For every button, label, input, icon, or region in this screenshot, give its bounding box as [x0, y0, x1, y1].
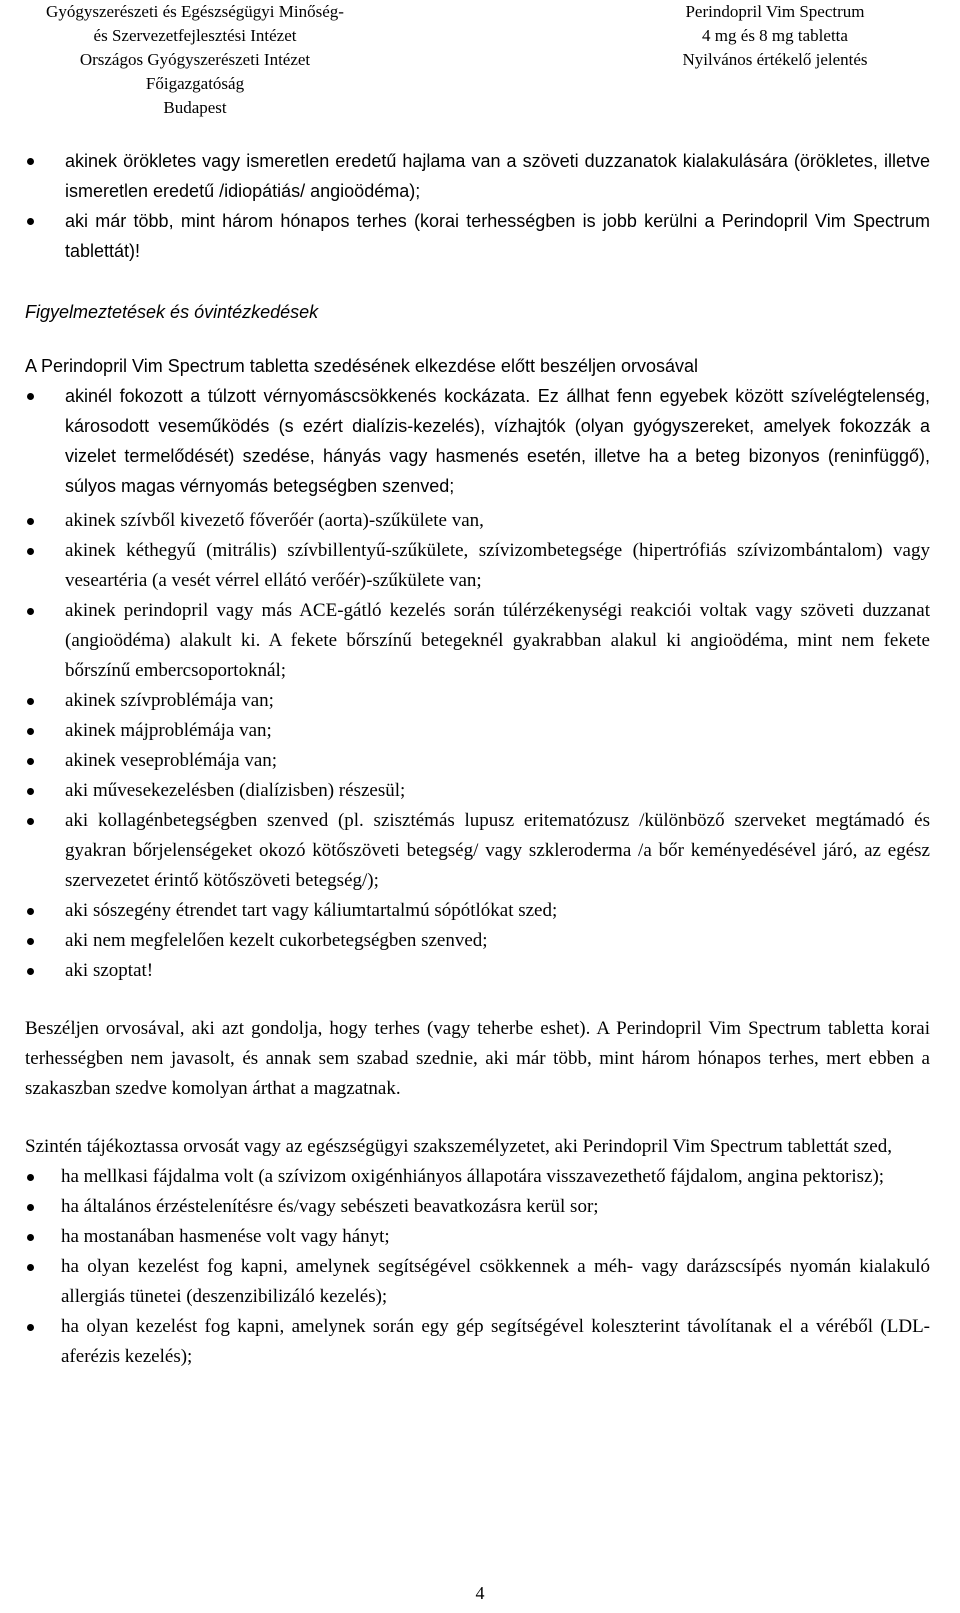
list-item-text: aki nem megfelelően kezelt cukorbetegségben szenved; [65, 930, 488, 951]
list-item-text: akinél fokozott a túlzott vérnyomáscsökkenés kockázata. Ez állhat fenn egyebek között szívelégtelenség, károsodott veseműködés (s ezért dialízis-kezelés), vízhajtók (olyan gyógyszereket, amelyek fokozzák a vizelet termelődését) szedése, hányás vagy hasmenés esetén, illetve ha a beteg bizonyos (reninfüggő), súlyos magas vérnyomás betegségben szenved; [65, 386, 930, 496]
list-item [25, 1192, 930, 1222]
list-item [25, 776, 930, 806]
list-item [25, 806, 930, 896]
list-item [25, 206, 930, 266]
bullet-icon [27, 393, 34, 400]
spacer [25, 266, 930, 293]
bullet-icon [27, 218, 34, 225]
document-body-upper [25, 146, 930, 501]
list-item [25, 506, 930, 536]
warnings-lead: A Perindopril Vim Spectrum tabletta szedésének elkezdése előtt beszéljen orvosával [25, 356, 699, 376]
bullet-icon [27, 788, 34, 795]
list-item-text: akinek szívproblémája van; [65, 690, 274, 711]
bullet-icon [27, 728, 34, 735]
list-item-text: ha olyan kezelést fog kapni, amelynek során egy gép segítségével koleszterint távolítanak el a véréből (LDL-aferézis kezelés); [61, 1316, 930, 1367]
issuer-line: Gyógyszerészeti és Egészségügyi Minőség- [46, 2, 344, 21]
list-item [25, 926, 930, 956]
section-heading: Figyelmeztetések és óvintézkedések [25, 302, 319, 322]
product-line: Nyilvános értékelő jelentés [682, 50, 868, 69]
product-block [630, 0, 920, 72]
bullet-icon [27, 548, 34, 555]
bullet-icon [27, 698, 34, 705]
list-item-text: ha olyan kezelést fog kapni, amelynek segítségével csökkennek a méh- vagy darázscsípés nyomán kialakuló allergiás tünetei (deszenzibilizáló kezelés); [61, 1256, 930, 1307]
bullet-icon [27, 608, 34, 615]
list-item-text: akinek örökletes vagy ismeretlen eredetű hajlama van a szöveti duzzanatok kialakulására (örökletes, illetve ismeretlen eredetű /idiopátiás/ angioödéma); [65, 151, 930, 201]
list-item-text: ha általános érzéstelenítésre és/vagy sebészeti beavatkozásra kerül sor; [61, 1196, 599, 1217]
list-item-text: akinek veseproblémája van; [65, 750, 278, 771]
bullet-icon [27, 758, 34, 765]
list-item [25, 746, 930, 776]
bullet-icon [27, 908, 34, 915]
list-item [25, 1222, 930, 1252]
list-item [25, 381, 930, 501]
list-item-text: akinek perindopril vagy más ACE-gátló kezelés során túlérzékenységi reakciói voltak vagy szöveti duzzanat (angioödéma) alakult ki. A fekete bőrszínű betegeknél gyakrabban alakul ki angioödéma, mint nem fekete bőrszínű embercsoportoknál; [65, 600, 930, 681]
list-item-text: akinek szívből kivezető főverőér (aorta)-szűkülete van, [65, 510, 484, 531]
list-item-text: ha mellkasi fájdalma volt (a szívizom oxigénhiányos állapotára visszavezethető fájdalom, angina pektorisz); [61, 1166, 885, 1187]
list-item [25, 956, 930, 986]
list-item-text: akinek kéthegyű (mitrális) szívbillentyű-szűkülete, szívizombetegsége (hipertrófiás szívizombántalom) vagy veseartéria (a vesét vérrel ellátó verőér)-szűkülete van; [65, 540, 930, 591]
spacer [25, 986, 930, 1014]
list-item [25, 146, 930, 206]
list-item-text: aki szoptat! [65, 960, 154, 981]
product-line: 4 mg és 8 mg tabletta [702, 26, 848, 45]
list-item [25, 596, 930, 686]
spacer [25, 327, 930, 351]
list-item-text: aki kollagénbetegségben szenved (pl. szisztémás lupusz eritematózusz /különböző szerveket megtámadó és gyakran bőrjelenségeket okozó kötőszöveti betegség/ vagy szkleroderma /a bőr keményedésével járó, az egész szervezetet érintő kötőszöveti betegség/); [65, 810, 930, 891]
page-number: 4 [475, 1583, 485, 1603]
bullet-icon [27, 818, 34, 825]
issuer-line: Főigazgatóság [145, 74, 245, 93]
intro-bullet-list [25, 146, 930, 266]
bullet-icon [27, 518, 34, 525]
list-item [25, 686, 930, 716]
issuer-line: Budapest [163, 98, 227, 117]
list-item [25, 1312, 930, 1372]
list-item [25, 1252, 930, 1312]
document-header [0, 0, 960, 117]
bullet-icon [27, 158, 34, 165]
warnings-bullet-list-continued [25, 506, 930, 986]
pregnancy-paragraph: Beszéljen orvosával, aki azt gondolja, hogy terhes (vagy teherbe eshet). A Perindopril Vim Spectrum tabletta korai terhességben nem javasolt, és annak sem szabad szednie, aki már több, mint három hónapos terhes, mert ebben a szakaszban szedve komolyan árthat a magzatnak. [25, 1018, 930, 1099]
issuer-block [0, 0, 390, 120]
list-item [25, 716, 930, 746]
list-item-text: aki már több, mint három hónapos terhes (korai terhességben is jobb kerülni a Perindopril Vim Spectrum tablettát)! [65, 211, 930, 261]
list-item-text: ha mostanában hasmenése volt vagy hányt; [61, 1226, 390, 1247]
list-item-text: akinek májproblémája van; [65, 720, 272, 741]
bullet-icon [27, 938, 34, 945]
list-item [25, 896, 930, 926]
list-item [25, 536, 930, 596]
issuer-line: és Szervezetfejlesztési Intézet [93, 26, 297, 45]
spacer [25, 1104, 930, 1132]
list-item [25, 1162, 930, 1192]
product-line: Perindopril Vim Spectrum [685, 2, 865, 21]
inform-bullet-list [25, 1162, 930, 1372]
bullet-icon [27, 1204, 34, 1211]
bullet-icon [27, 1324, 34, 1331]
bullet-icon [27, 1234, 34, 1241]
bullet-icon [27, 968, 34, 975]
inform-lead: Szintén tájékoztassa orvosát vagy az egészségügyi szakszemélyzetet, aki Perindopril Vim Spectrum tablettát szed, [25, 1136, 892, 1157]
list-item-text: aki művesekezelésben (dialízisben) részesül; [65, 780, 406, 801]
bullet-icon [27, 1264, 34, 1271]
warnings-bullet-list [25, 381, 930, 501]
issuer-line: Országos Gyógyszerészeti Intézet [79, 50, 311, 69]
document-body-lower [25, 506, 930, 1372]
bullet-icon [27, 1174, 34, 1181]
list-item-text: aki sószegény étrendet tart vagy káliumtartalmú sópótlókat szed; [65, 900, 558, 921]
